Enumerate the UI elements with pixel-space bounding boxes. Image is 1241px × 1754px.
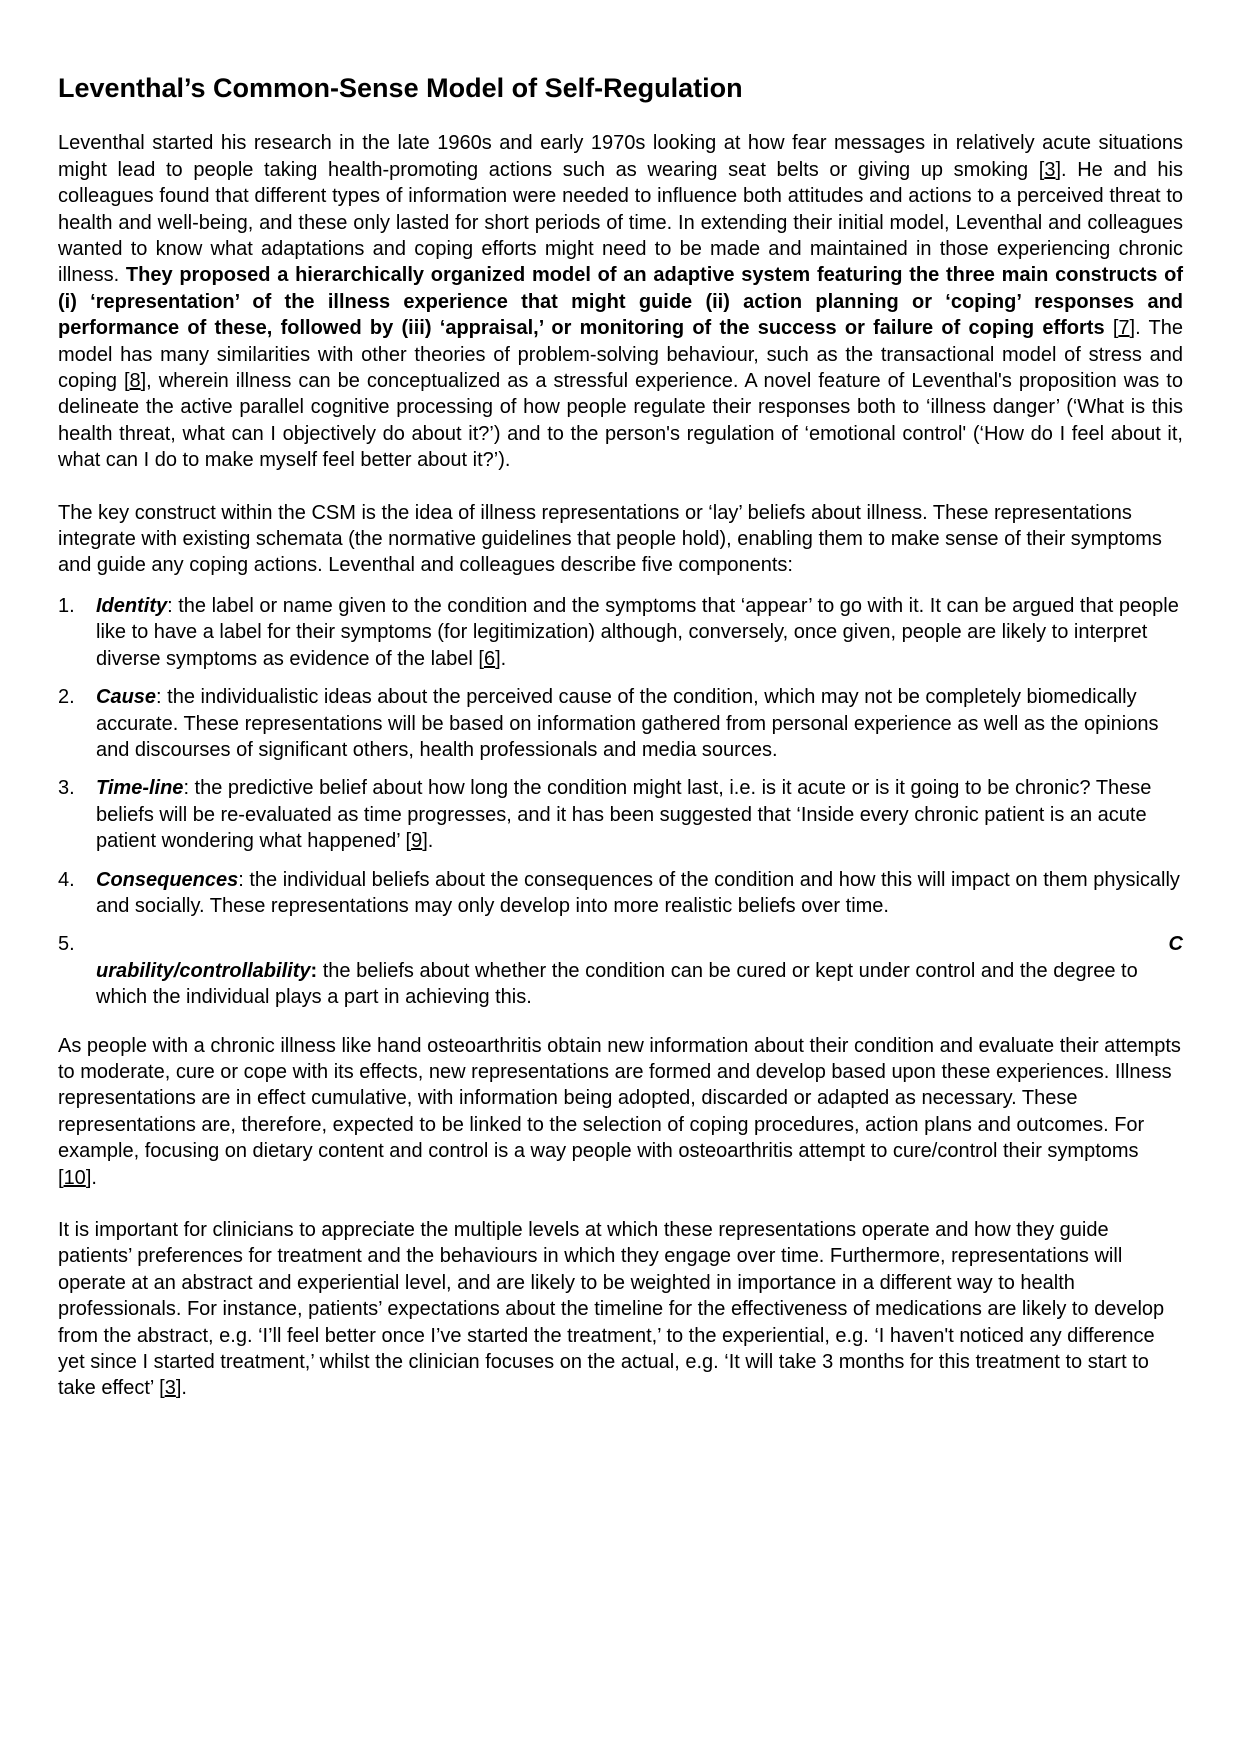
- list-number: 4.: [58, 868, 75, 891]
- component-term: urability/controllability: [96, 959, 311, 982]
- component-text: : the individual beliefs about the consequences of the condition and how this will impact on them physically and socially. These representations may only develop into more realistic beliefs over time.: [96, 868, 1180, 917]
- citation-link[interactable]: 10: [63, 1166, 86, 1189]
- text-span: It is important for clinicians to appreciate the multiple levels at which these representations operate and how they guide patients’ preferences for treatment and the behaviours in which they engage over time. Furthermore, representations will operate at an abstract and experiential level, and are likely to be weighted in importance in a different way to health professionals. For instance, patients’ expectations about the timeline for the effectiveness of medications are likely to develop from the abstract, e.g. ‘I’ll feel better once I’ve started the treatment,’ to the experiential, e.g. ‘I haven't noticed any difference yet since I started treatment,’ whilst the clinician focuses on the actual, e.g. ‘It will take 3 months for this treatment to start to take effect’ [: [58, 1219, 1165, 1400]
- component-term-initial: C: [1168, 933, 1183, 956]
- citation-link[interactable]: 9: [411, 830, 423, 853]
- list-item: [58, 931, 1183, 1010]
- paragraph-chronic-illness: [58, 1033, 1183, 1191]
- component-term: Time-line: [96, 777, 184, 800]
- document-page: [58, 72, 1183, 1402]
- list-item: [58, 775, 1183, 854]
- component-text: : the label or name given to the condition and the symptoms that ‘appear’ to go with it. It can be argued that people like to have a label for their symptoms (for legitimization) although, conversely, once given, people are likely to interpret diverse symptoms as evidence of the label [: [96, 594, 1179, 670]
- list-item-body: [96, 958, 1183, 1011]
- text-span: ].: [495, 647, 507, 670]
- list-item: [58, 867, 1183, 920]
- citation-link[interactable]: 8: [129, 370, 141, 393]
- list-item-first-line: [58, 931, 1183, 957]
- list-item: [58, 593, 1183, 672]
- component-term: Identity: [96, 594, 168, 617]
- text-span: As people with a chronic illness like hand osteoarthritis obtain new information about their condition and evaluate their attempts to moderate, cure or cope with its effects, new representations are formed and develop based upon these experiences. Illness representations are in effect cumulative, with information being adopted, discarded or adapted as necessary. These representations are, therefore, expected to be linked to the selection of coping procedures, action plans and outcomes. For example, focusing on dietary content and control is a way people with osteoarthritis attempt to cure/control their symptoms [: [58, 1034, 1181, 1189]
- citation-link[interactable]: 6: [483, 647, 496, 670]
- component-text: the beliefs about whether the condition can be cured or kept under control and the degree to which the individual plays a part in achieving this.: [96, 959, 1138, 1009]
- list-number: 1.: [58, 594, 75, 617]
- paragraph-key-construct: The key construct within the CSM is the idea of illness representations or ‘lay’ beliefs about illness. These representations integrate with existing schemata (the normative guidelines that people hold), enabling them to make sense of their symptoms and guide any coping actions. Leventhal and colleagues describe five components:: [58, 501, 1162, 577]
- paragraph-intro: [58, 130, 1183, 473]
- list-number: 2.: [58, 686, 75, 709]
- text-span: ].: [85, 1166, 97, 1189]
- component-text: : the predictive belief about how long the condition might last, i.e. is it acute or is it going to be chronic? These beliefs will be re-evaluated as time progresses, and it has been suggested that ‘Inside every chronic patient is an acute patient wondering what happened’ [: [96, 777, 1152, 853]
- component-term: Cause: [96, 686, 157, 709]
- list-number: 5.: [58, 933, 75, 956]
- text-span: ]. He and his colleagues found that different types of information were needed to influence both attitudes and actions to a perceived threat to health and well-being, and these only lasted for short periods of time. In extending their initial model, Leventhal and colleagues wanted to know what adaptations and coping efforts might need to be made and maintained in those experiencing chronic illness.: [58, 158, 1183, 287]
- paragraph-clinicians: [58, 1217, 1183, 1402]
- page-title: Leventhal’s Common-Sense Model of Self-Regulation: [58, 73, 743, 103]
- text-span: ]. The model has many similarities with other theories of problem-solving behaviour, such as the transactional model of stress and coping [: [58, 317, 1183, 393]
- citation-link[interactable]: 3: [164, 1377, 176, 1400]
- text-span: ].: [422, 830, 434, 853]
- text-span: Leventhal started his research in the late 1960s and early 1970s looking at how fear messages in relatively acute situations might lead to people taking health-promoting actions such as wearing seat belts or giving up smoking [: [58, 132, 1183, 181]
- citation-link[interactable]: 7: [1118, 317, 1130, 340]
- component-text: : the individualistic ideas about the perceived cause of the condition, which may not be completely biomedically accurate. These representations will be based on information gathered from personal experience as well as the opinions and discourses of significant others, health professionals and media sources.: [96, 686, 1159, 761]
- citation-link[interactable]: 3: [1044, 158, 1056, 181]
- bold-text: They proposed a hierarchically organized model of an adaptive system featuring the three main constructs of (i) ‘representation’ of the illness experience that might guide (ii) action planning or ‘coping’ responses and performance of these, followed by (iii) ‘appraisal,’ or monitoring of the success or failure of coping efforts: [58, 264, 1183, 340]
- list-item: [58, 684, 1183, 763]
- component-colon: :: [310, 959, 318, 982]
- text-span: ].: [175, 1377, 187, 1400]
- list-number: 3.: [58, 777, 75, 800]
- component-term: Consequences: [96, 868, 239, 891]
- text-span: [: [1104, 317, 1119, 340]
- components-list: [58, 593, 1183, 1011]
- text-span: ], wherein illness can be conceptualized as a stressful experience. A novel feature of Leventhal's proposition was to delineate the active parallel cognitive processing of how people regulate their responses both to ‘illness danger’ (‘What is this health threat, what can I objectively do about it?’) and to the person's regulation of ‘emotional control' (‘How do I feel about it, what can I do to make myself feel better about it?’).: [58, 370, 1183, 472]
